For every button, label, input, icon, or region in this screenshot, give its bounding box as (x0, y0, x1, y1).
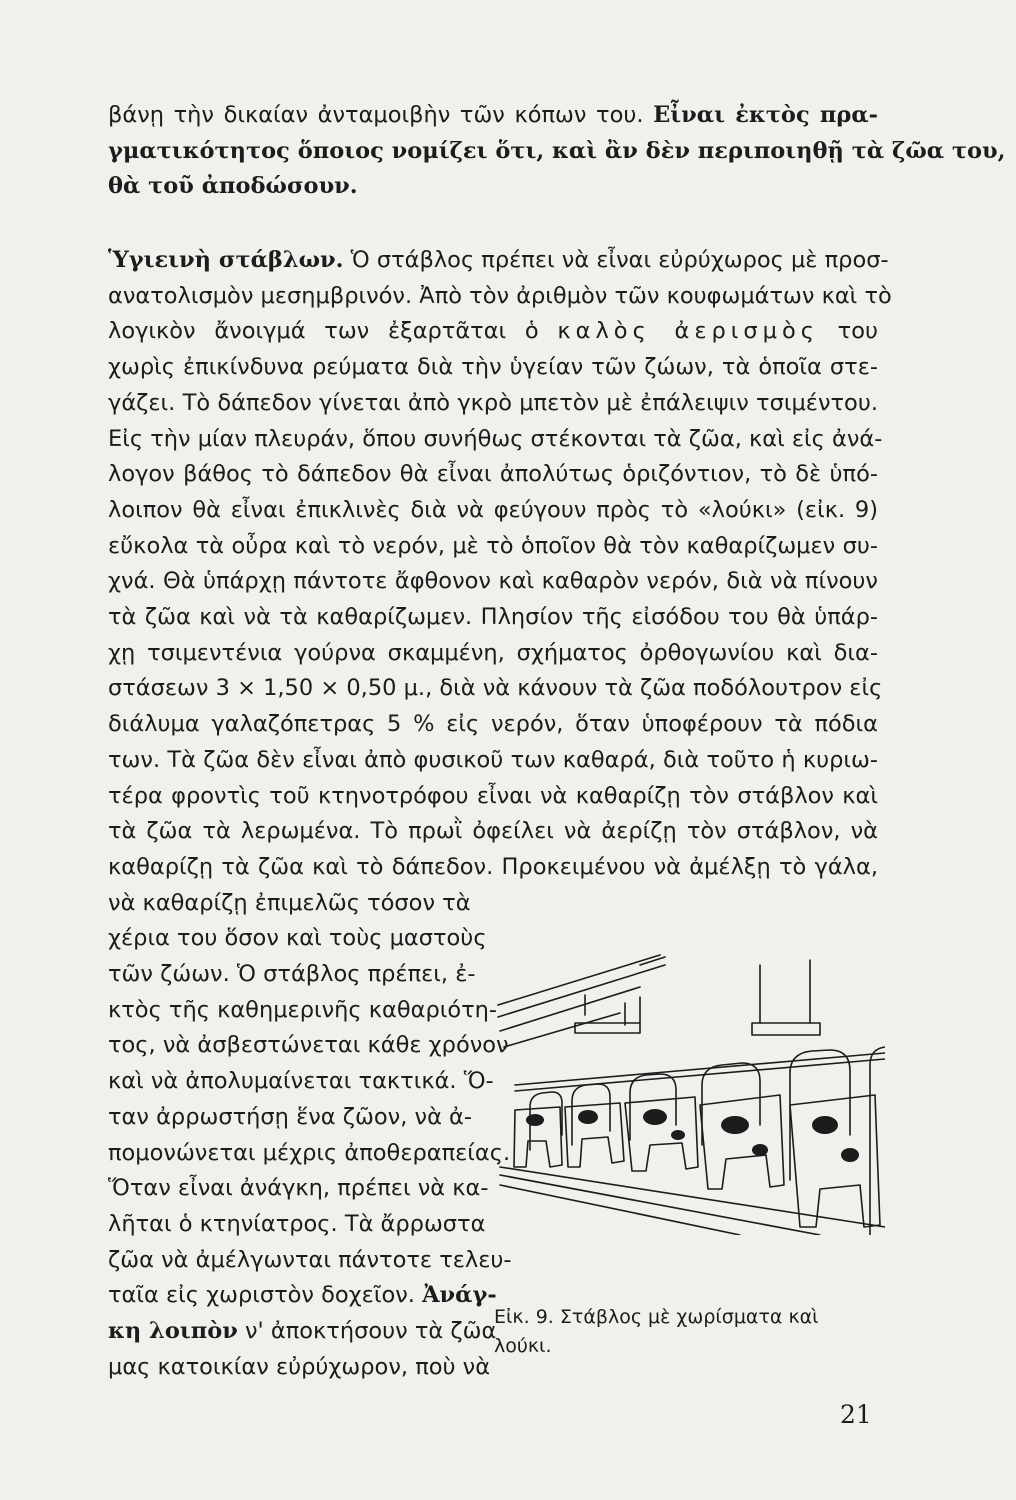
text-line: καὶ νὰ ἀπολυμαίνεται τακτικά. Ὅ- (108, 1068, 494, 1095)
bold-phrase: Ἀνάγ- (422, 1282, 497, 1309)
text-line: νὰ καθαρίζῃ ἐπιμελῶς τόσον τὰ (108, 889, 471, 916)
text-line: διάλυμα γαλαζόπετρας 5 % εἰς νερόν, ὅταν ὑποφέρουν τὰ πόδια (108, 711, 878, 738)
text-line: γματικότητος ὅποιος νομίζει ὅτι, καὶ ἂν δὲν περιποιηθῇ τὰ ζῶα του, (108, 137, 1006, 164)
stall-dividers (530, 1047, 885, 1235)
text-line: ζῶα νὰ ἀμέλγωνται πάντοτε τελευ- (108, 1246, 512, 1273)
text-line: Ὅταν εἶναι ἀνάγκη, πρέπει νὰ κα- (108, 1175, 489, 1202)
text-line: ταν ἀρρωστήσῃ ἕνα ζῶον, νὰ ἀ- (108, 1103, 473, 1130)
text-line: κτὸς τῆς καθημερινῆς καθαριότη- (108, 996, 498, 1023)
text-line: τὰ ζῶα τὰ λερωμένα. Τὸ πρωῒ ὀφείλει νὰ ἀερίζῃ τὸν στάβλον, νὰ (108, 818, 878, 845)
text-line: των. Τὰ ζῶα δὲν εἶναι ἀπὸ φυσικοῦ των καθαρά, διὰ τοῦτο ἡ κυριω- (108, 746, 878, 773)
text-line: τος, νὰ ἀσβεστώνεται κάθε χρόνον (108, 1032, 509, 1059)
text-line: λοιπον θὰ εἶναι ἐπικλινὲς διὰ νὰ φεύγουν πρὸς τὸ «λούκι» (εἰκ. 9) (108, 496, 878, 523)
paragraph-intro (108, 98, 1006, 205)
text-line: τὰ ζῶα καὶ νὰ τὰ καθαρίζωμεν. Πλησίον τῆς εἰσόδου του θὰ ὑπάρ- (108, 604, 878, 631)
text-line: ανατολισμὸν μεσημβρινόν. Ἀπὸ τὸν ἀριθμὸν τῶν κουφωμάτων καὶ τὸ (108, 282, 892, 309)
text-line: χέρια του ὅσον καὶ τοὺς μαστοὺς (108, 925, 487, 952)
text-line: κη λοιπὸν ν' ἀποκτήσουν τὰ ζῶα (108, 1318, 497, 1345)
floor-gutter (500, 1167, 885, 1235)
text-line: εὔκολα τὰ οὖρα καὶ τὸ νερόν, μὲ τὸ ὁποῖον θὰ τὸν καθαρίζωμεν συ- (108, 532, 878, 559)
water-pipe (515, 1053, 885, 1091)
text-line: χωρὶς ἐπικίνδυνα ρεύματα διὰ τὴν ὑγείαν τῶν ζώων, τὰ ὁποῖα στε- (108, 354, 878, 381)
text-line: χνά. Θὰ ὑπάρχῃ πάντοτε ἄφθονον καὶ καθαρὸν νερόν, διὰ νὰ πίνουν (108, 568, 878, 595)
text-line: λογον βάθος τὸ δάπεδον θὰ εἶναι ἀπολύτως ὁριζόντιον, τὸ δὲ ὑπό- (108, 461, 878, 488)
figure-caption: Εἰκ. 9. Στάβλος μὲ χωρίσματα καὶ λούκι. (494, 1306, 819, 1357)
bold-phrase: κη λοιπὸν (108, 1318, 238, 1345)
page-number: 21 (840, 1400, 872, 1429)
text-line: λογικὸν ἄνοιγμά των ἐξαρτᾶται ὁ καλὸς ἀερισμὸς του (108, 318, 878, 345)
text-line: θὰ τοῦ ἀποδώσουν. (108, 173, 358, 200)
text-line: τῶν ζώων. Ὁ στάβλος πρέπει, ἐ- (108, 961, 476, 988)
text-line: Ὑγιεινὴ στάβλων. Ὁ στάβλος πρέπει νὰ εἶναι εὐρύχωρος μὲ προσ- (108, 247, 889, 273)
text-line: χῃ τσιμεντένια γούρνα σκαμμένη, σχήματος ὀρθογωνίου καὶ δια- (108, 639, 878, 666)
cow-figures (514, 1095, 880, 1227)
text-line: γάζει. Τὸ δάπεδον γίνεται ἀπὸ γκρὸ μπετὸν μὲ ἐπάλειψιν τσιμέντου. (108, 389, 878, 416)
section-heading: Ὑγιεινὴ στάβλων. (108, 247, 344, 273)
text-line: τέρα φροντὶς τοῦ κτηνοτρόφου εἶναι νὰ καθαρίζῃ τὸν στάβλον καὶ (108, 782, 878, 809)
text-line: στάσεων 3 × 1,50 × 0,50 μ., διὰ νὰ κάνουν τὰ ζῶα ποδόλουτρον εἰς (108, 675, 883, 702)
spaced-emphasis: καλὸς ἀερισμὸς (557, 318, 819, 345)
stable-illustration (490, 935, 885, 1235)
hanging-lamps (575, 960, 820, 1035)
text-line: λῆται ὁ κτηνίατρος. Τὰ ἄρρωστα (108, 1210, 486, 1237)
text-line: μας κατοικίαν εὐρύχωρον, ποὺ νὰ (108, 1353, 491, 1380)
text-line: πομονώνεται μέχρις ἀποθεραπείας. (108, 1139, 511, 1166)
text-line: καθαρίζῃ τὰ ζῶα καὶ τὸ δάπεδον. Προκειμένου νὰ ἀμέλξῃ τὸ γάλα, (108, 853, 878, 880)
text-line: βάνῃ τὴν δικαίαν ἀνταμοιβὴν τῶν κόπων του. Εἶναι ἐκτὸς πρα- (108, 102, 878, 128)
bold-phrase: Εἶναι ἐκτὸς πρα- (653, 102, 878, 128)
text-line: ταῖα εἰς χωριστὸν δοχεῖον. Ἀνάγ- (108, 1282, 497, 1309)
text-line: Εἰς τὴν μίαν πλευράν, ὅπου συνήθως στέκονται τὰ ζῶα, καὶ εἰς ἀνά- (108, 425, 883, 452)
